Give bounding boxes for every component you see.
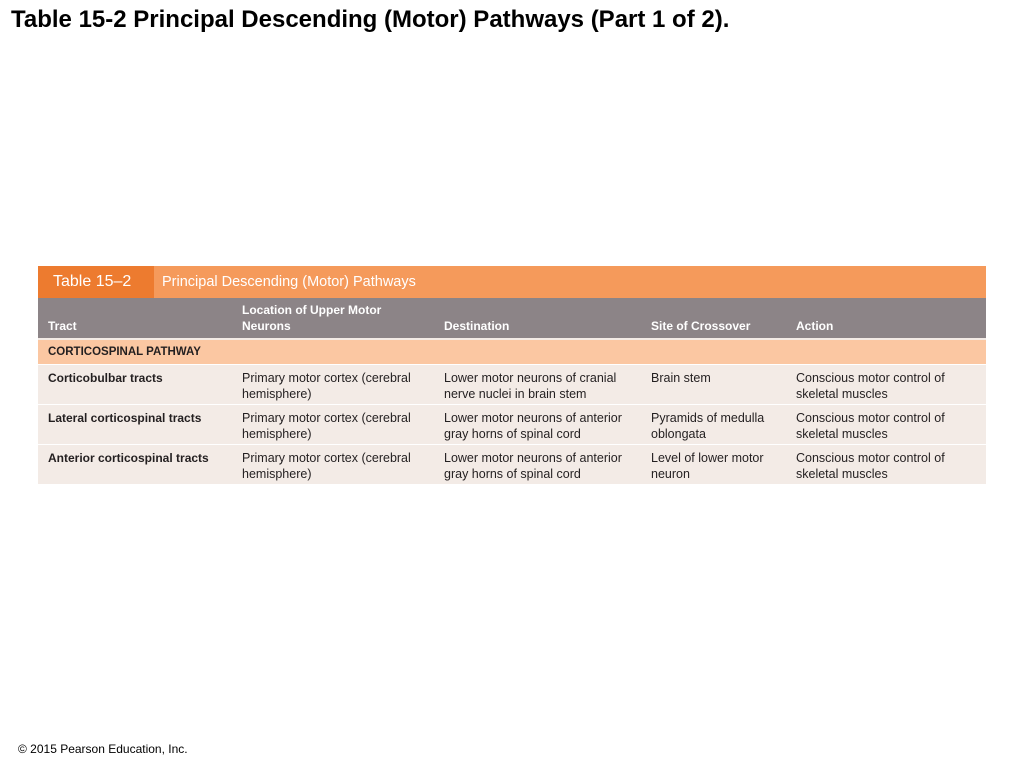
table-row xyxy=(38,444,986,484)
cell-crossover: Pyramids of medulla oblongata xyxy=(651,411,765,441)
table-number: Table 15–2 xyxy=(38,266,154,298)
cell-location: Primary motor cortex (cerebral hemisphere) xyxy=(242,371,411,401)
column-header-row xyxy=(38,298,986,340)
cell-tract: Lateral corticospinal tracts xyxy=(48,411,202,425)
slide-title: Table 15-2 Principal Descending (Motor) Pathways (Part 1 of 2). xyxy=(11,6,730,33)
cell-destination: Lower motor neurons of cranial nerve nuclei in brain stem xyxy=(444,371,617,401)
cell-action: Conscious motor control of skeletal muscles xyxy=(796,371,945,401)
cell-action: Conscious motor control of skeletal muscles xyxy=(796,411,945,441)
column-header-destination: Destination xyxy=(444,319,510,333)
column-header-tract: Tract xyxy=(48,319,77,333)
cell-action: Conscious motor control of skeletal muscles xyxy=(796,451,945,481)
table-row xyxy=(38,404,986,444)
cell-crossover: Brain stem xyxy=(651,371,711,385)
cell-tract: Corticobulbar tracts xyxy=(48,371,163,385)
cell-destination: Lower motor neurons of anterior gray horns of spinal cord xyxy=(444,411,622,441)
cell-location: Primary motor cortex (cerebral hemisphere) xyxy=(242,451,411,481)
section-header: CORTICOSPINAL PATHWAY xyxy=(38,340,986,364)
cell-location: Primary motor cortex (cerebral hemisphere) xyxy=(242,411,411,441)
column-header-location: Location of Upper Motor Neurons xyxy=(242,303,382,333)
column-header-action: Action xyxy=(796,319,834,333)
table-title: Principal Descending (Motor) Pathways xyxy=(162,274,416,290)
column-header-crossover: Site of Crossover xyxy=(651,319,751,333)
table-figure xyxy=(38,266,986,484)
cell-crossover: Level of lower motor neuron xyxy=(651,451,764,481)
table-row xyxy=(38,364,986,404)
copyright: © 2015 Pearson Education, Inc. xyxy=(18,742,188,756)
cell-tract: Anterior corticospinal tracts xyxy=(48,451,209,465)
table-banner xyxy=(38,266,986,298)
cell-destination: Lower motor neurons of anterior gray horns of spinal cord xyxy=(444,451,622,481)
